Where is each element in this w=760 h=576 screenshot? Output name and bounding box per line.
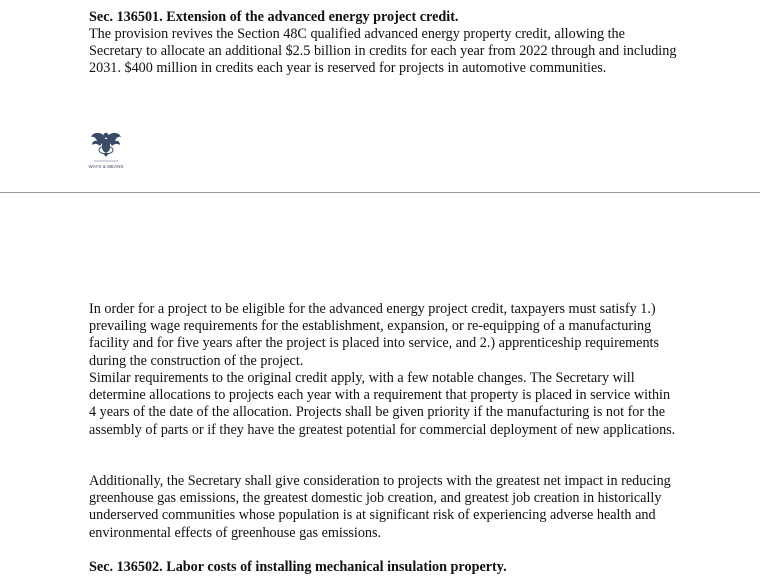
section-body-136501: The provision revives the Section 48C qualified advanced energy property credit, allowing the Secretary to allocate an additional $2.5 billion in credits for each year from 2022 through and including 2031. $400 million in credits each year is reserved for projects in automotive communities. (89, 26, 677, 77)
section-heading-136502: Sec. 136502. Labor costs of installing mechanical insulation property. (89, 559, 507, 575)
paragraph-requirements: Similar requirements to the original credit apply, with a few notable changes. The Secretary will determine allocations to projects each year with a requirement that property is placed in service within 4 years of the date of the allocation. Projects shall be given priority if the manufacturing is not for the assembly of parts or if they have the greatest potential for commercial deployment of new applications. (89, 370, 676, 438)
paragraph-eligibility: In order for a project to be eligible for the advanced energy project credit, taxpayers must satisfy 1.) prevailing wage requirements for the establishment, expansion, or re-equipping of a manufacturing facility and for five years after the project is placed into service, and 2.) apprenticeship requirements during the construction of the project. (89, 301, 660, 369)
logo-caption: WAYS & MEANS (88, 164, 124, 169)
document-page-1 (0, 0, 760, 192)
eagle-seal-icon (88, 129, 124, 171)
section-heading-136501: Sec. 136501. Extension of the advanced energy project credit. (89, 9, 459, 25)
paragraph-considerations: Additionally, the Secretary shall give consideration to projects with the greatest net impact in reducing greenhouse gas emissions, the greatest domestic job creation, and greatest job creation in historically underserved communities whose population is at significant risk of experiencing adverse health and environmental effects of greenhouse gas emissions. (89, 473, 671, 541)
ways-and-means-logo (88, 129, 124, 171)
